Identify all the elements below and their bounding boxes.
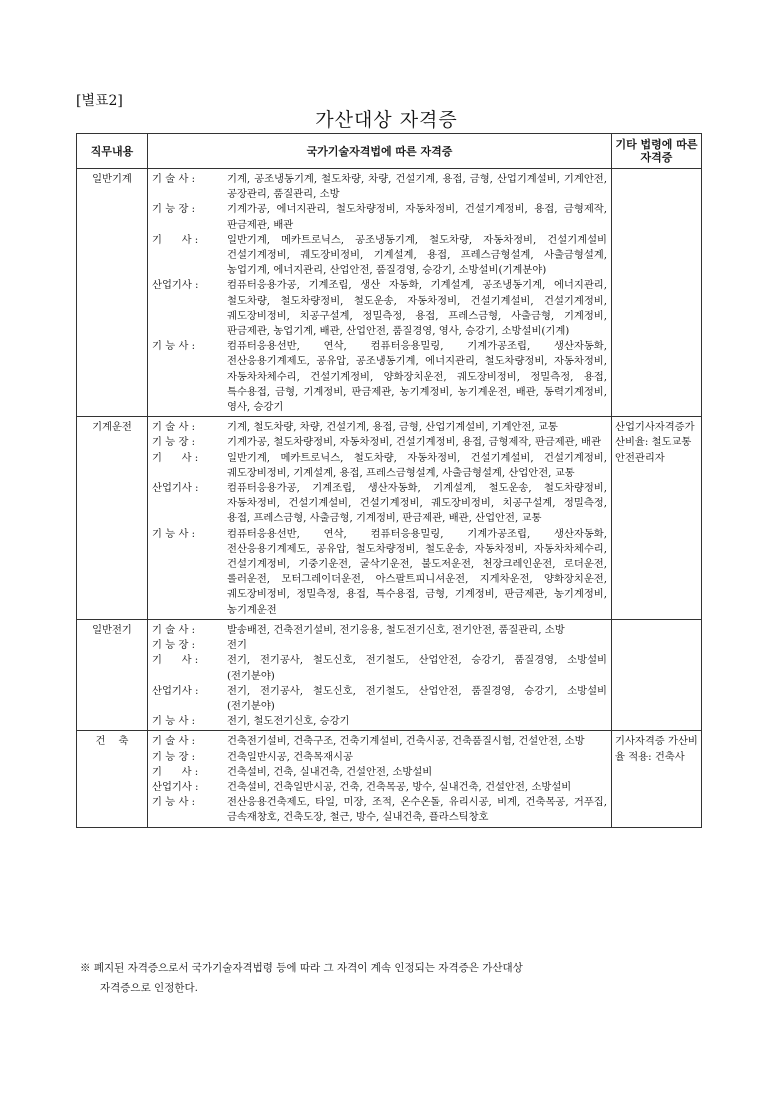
job-category-cell: 일반기계 — [77, 169, 148, 417]
annex-label: [별표2] — [76, 93, 123, 109]
national-qualifications-cell — [148, 169, 612, 417]
qualification-list: 컴퓨터응용가공, 기계조립, 생산자동화, 기계설계, 철도운송, 철도차량정비, 자동차정비, 건설기계설비, 건설기계정비, 궤도장비정비, 치공구설계, 정밀측정, 용접, 프레스금형, 사출금형, 기계정비, 판금제관, 배관, 산업안전, 교통 — [227, 482, 607, 525]
qualification-list: 기계, 공조냉동기계, 철도차량, 차량, 건설기계, 용접, 금형, 산업기계설비, 기계안전, 공장관리, 품질관리, 소방 — [227, 173, 607, 201]
qualification-grade-entry — [152, 339, 607, 415]
footnote-line-2: 자격증으로 인정한다. — [100, 982, 198, 994]
grade-label: 기 능 사 : — [152, 715, 196, 728]
footnote-line-1: ※ 폐지된 자격증으로서 국가기술자격법령 등에 따라 그 자격이 계속 인정되는 자격증은 가산대상 — [80, 962, 523, 974]
qualification-grade-entry — [152, 750, 607, 765]
qualification-grade-entry — [152, 653, 607, 683]
qualification-grade-entry — [152, 202, 607, 232]
job-category-cell: 일반전기 — [77, 619, 148, 730]
grade-label: 산업기사 : — [152, 482, 199, 495]
qualification-grade-entry — [152, 435, 607, 450]
table-body — [77, 169, 702, 828]
page-title: 가산대상 자격증 — [315, 109, 458, 131]
table-row — [77, 619, 702, 730]
qualification-grade-entry — [152, 451, 607, 481]
table-row — [77, 169, 702, 417]
grade-label: 기 능 장 : — [152, 203, 196, 216]
qualification-list: 컴퓨터응용가공, 기계조립, 생산 자동화, 기계설계, 공조냉동기계, 에너지관리, 철도차량, 철도차량정비, 철도운송, 자동차정비, 건설기계설비, 건설기계정비, 궤도장비정비, 치공구설계, 정밀측정, 용접, 프레스금형, 사출금형, 기계정비, 판금제관, 농업기계, 배관, 산업안전, 품질경영, 영사, 승강기, 소방설비(기계) — [227, 279, 607, 338]
table-row — [77, 417, 702, 620]
grade-label: 기 술 사 : — [152, 735, 196, 748]
qualification-list: 전기, 철도전기신호, 승강기 — [227, 715, 350, 728]
qualification-list: 일반기계, 메카트로닉스, 철도차량, 자동차정비, 건설기계설비, 건설기계정비, 궤도장비정비, 기계설계, 용접, 프레스금형설계, 사출금형설계, 산업안전, 교통 — [227, 451, 607, 479]
grade-label: 산업기사 : — [152, 684, 199, 697]
grade-label: 기 사 : — [152, 654, 199, 667]
other-law-qualification-cell — [612, 169, 702, 417]
qualification-list: 전산응용건축제도, 타일, 미장, 조적, 온수온돌, 유리시공, 비계, 건축목공, 거푸집, 금속재창호, 건축도장, 철근, 방수, 실내건축, 플라스틱창호 — [227, 796, 607, 824]
qualification-list: 일반기계, 메카트로닉스, 공조냉동기계, 철도차량, 자동차정비, 건설기계설비 건설기계정비, 궤도장비정비, 기계설계, 용접, 프레스금형설계, 사출금형설계, 농업기계, 에너지관리, 산업안전, 품질경영, 승강기, 소방설비(기계분야) — [227, 233, 607, 277]
grade-label: 기 능 사 : — [152, 527, 196, 540]
qualification-list: 전기, 전기공사, 철도신호, 전기철도, 산업안전, 승강기, 품질경영, 소방설비(전기분야) — [227, 654, 607, 682]
grade-label: 기 술 사 : — [152, 173, 196, 185]
grade-label: 기 술 사 : — [152, 623, 196, 636]
national-qualifications-cell — [148, 417, 612, 620]
other-law-qualification-cell — [612, 619, 702, 730]
table-header-row — [77, 134, 702, 169]
grade-label: 기 능 장 : — [152, 436, 196, 449]
grade-label: 기 능 장 : — [152, 750, 196, 763]
qualification-list: 컴퓨터응용선반, 연삭, 컴퓨터응용밀링, 기계가공조립, 생산자동화, 전산응용기계제도, 공유압, 공조냉동기계, 에너지관리, 철도차량정비, 자동차정비, 자동차차체수리, 건설기계정비, 양화장치운전, 궤도장비정비, 정밀측정, 용접, 특수용접, 금형, 기계정비, 판금제관, 농기계정비, 농기계운전, 배관, 동력기계정비, 영사, 승강기 — [227, 340, 607, 414]
qualification-list: 건축전기설비, 건축구조, 건축기계설비, 건축시공, 건축품질시험, 건설안전, 소방 — [227, 735, 585, 748]
qualification-list: 건축설비, 건축일반시공, 건축, 건축목공, 방수, 실내건축, 건설안전, 소방설비 — [227, 780, 572, 793]
header-national: 국가기술자격법에 따른 자격증 — [148, 134, 612, 169]
qualification-grade-entry — [152, 527, 607, 618]
other-law-qualification-cell: 산업기사자격증가산비율: 철도교통안전관리자 — [612, 417, 702, 620]
qualification-grade-entry — [152, 795, 607, 825]
grade-label: 기 능 장 : — [152, 639, 196, 652]
grade-label: 기 사 : — [152, 765, 199, 778]
table-row — [77, 731, 702, 827]
grade-label: 기 사 : — [152, 451, 199, 464]
qualification-list: 컴퓨터응용선반, 연삭, 컴퓨터응용밀링, 기계가공조립, 생산자동화, 전산응용기계제도, 공유압, 철도차량정비, 철도운송, 자동차정비, 자동차차체수리, 건설기계정비, 기중기운전, 굴삭기운전, 불도저운전, 천장크레인운전, 로더운전, 롤러운전, 모터그레이더운전, 아스팔트피니셔운전, 지게차운전, 양화장치운전, 궤도장비정비, 정밀측정, 용접, 특수용접, 금형, 기계정비, 판금제관, 농기계정비, 농기계운전 — [227, 527, 607, 616]
qualification-grade-entry — [152, 684, 607, 714]
grade-label: 기 사 : — [152, 233, 199, 246]
qualification-list: 건축설비, 건축, 실내건축, 건설안전, 소방설비 — [227, 765, 433, 778]
qualification-list: 전기, 전기공사, 철도신호, 전기철도, 산업안전, 품질경영, 승강기, 소방설비(전기분야) — [227, 684, 607, 712]
qualification-grade-entry — [152, 481, 607, 527]
national-qualifications-cell — [148, 731, 612, 827]
header-job: 직무내용 — [77, 134, 148, 169]
job-category-cell: 기계운전 — [77, 417, 148, 620]
qualification-table — [76, 133, 702, 828]
qualification-grade-entry — [152, 714, 607, 729]
qualification-list: 기계, 철도차량, 차량, 건설기계, 용접, 금형, 산업기계설비, 기계안전, 교통 — [227, 421, 558, 434]
header-other: 기타 법령에 따른 자격증 — [612, 134, 702, 169]
job-category-cell: 건 축 — [77, 731, 148, 827]
qualification-list: 전기 — [227, 639, 247, 652]
qualification-grade-entry — [152, 734, 607, 749]
qualification-grade-entry — [152, 233, 607, 279]
qualification-grade-entry — [152, 420, 607, 435]
qualification-list: 발송배전, 건축전기설비, 전기응용, 철도전기신호, 전기안전, 품질관리, 소방 — [227, 623, 565, 636]
national-qualifications-cell — [148, 619, 612, 730]
grade-label: 산업기사 : — [152, 780, 199, 793]
qualification-list: 기계가공, 철도차량정비, 자동차정비, 건설기계정비, 용접, 금형제작, 판금제관, 배관 — [227, 436, 602, 449]
qualification-list: 건축일반시공, 건축목재시공 — [227, 750, 353, 763]
qualification-grade-entry — [152, 172, 607, 202]
qualification-grade-entry — [152, 278, 607, 339]
qualification-grade-entry — [152, 623, 607, 638]
grade-label: 기 능 사 : — [152, 796, 196, 809]
grade-label: 산업기사 : — [152, 279, 199, 292]
qualification-list: 기계가공, 에너지관리, 철도차량정비, 자동차정비, 건설기계정비, 용접, 금형제작, 판금제관, 배관 — [227, 203, 607, 231]
qualification-grade-entry — [152, 780, 607, 795]
grade-label: 기 능 사 : — [152, 340, 196, 353]
qualification-grade-entry — [152, 638, 607, 653]
grade-label: 기 술 사 : — [152, 421, 196, 434]
footnote — [80, 958, 680, 998]
other-law-qualification-cell: 기사자격증 가산비율 적용: 건축사 — [612, 731, 702, 827]
qualification-grade-entry — [152, 765, 607, 780]
